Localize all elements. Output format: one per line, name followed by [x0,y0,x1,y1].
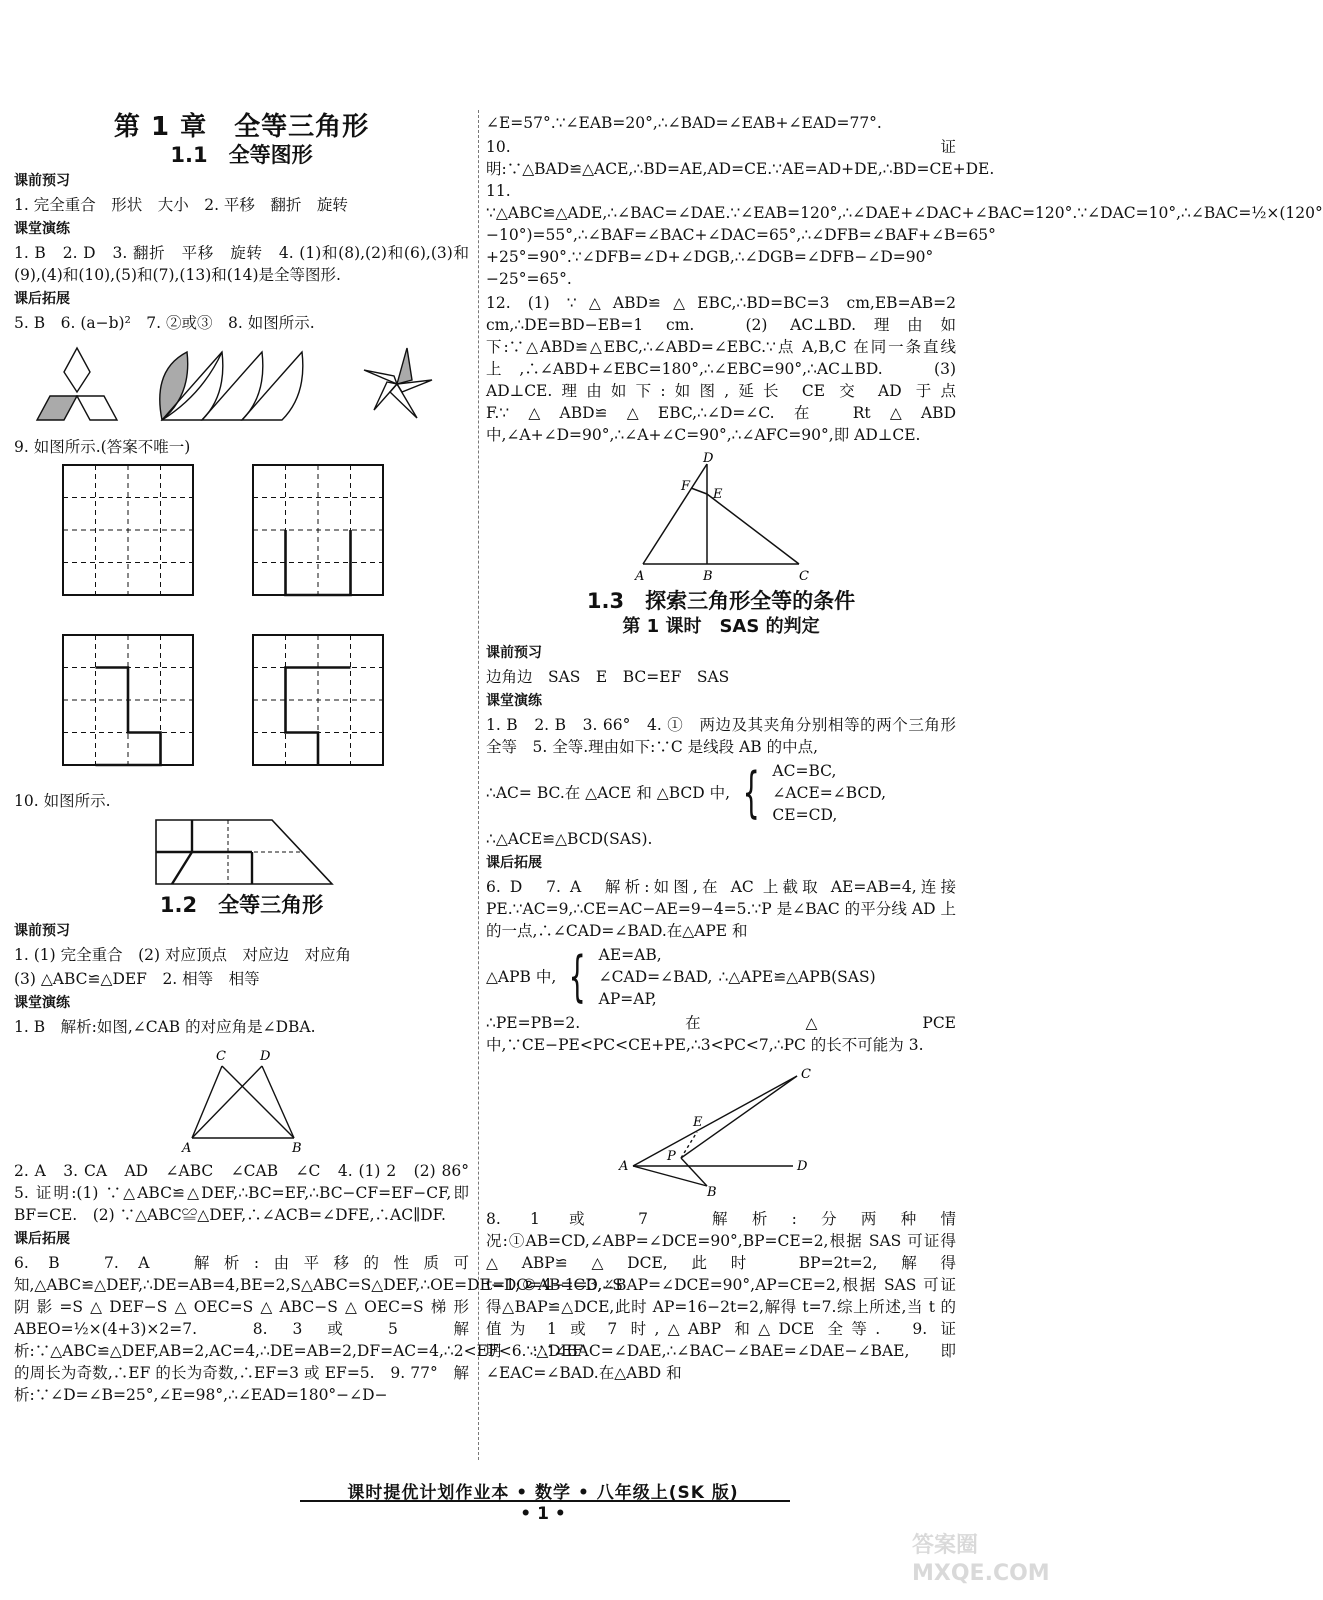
t2-label-e: E [713,487,723,502]
triangle-figure-abcd [172,1044,312,1154]
brace2-line-2: ∠CAD=∠BAD, [598,968,713,986]
brace1-after: ∴△ACE≌△BCD(SAS). [486,830,653,848]
s12-after-text: 6. B 7. A 解析:由平移的性质可知,△ABC≌△DEF,∴DE=AB=4,BE=2,S△ABC=S△DEF,∴OE=DE−DO=4−1=3,∴S阴影=S△DEF−S△OEC=S△ABC−S△OEC=S梯形ABEO=½×(4+3)×2=7. 8. 3 或 5 解析:∵△ABC≌△DEF,AB=2,AC=4,∴DE=AB=2,DF=AC=4,∴2<EF<6.∵△DEF 的周长为奇数,∴EF 的长为奇数,∴EF=3 或 EF=5. 9. 77° 解析:∵∠D=∠B=25°,∠E=98°,∴∠EAD=180°−∠D− [14,1254,623,1404]
brace2-suffix: ∴△APE≌△APB(SAS) [718,968,876,986]
grid-4 [253,635,383,765]
footer-rule [300,1500,790,1502]
right-p1: ∠E=57°.∵∠EAB=20°,∴∠BAD=∠EAB+∠EAD=77°. [486,114,882,132]
q9-grids [62,464,422,784]
s12-class-text-2: 2. A 3. CA AD ∠ABC ∠CAB ∠C 4. (1) 2 (2) 86° 5. 证明:(1) ∵△ABC≌△DEF,∴BC=EF,∴BC−CF=EF−CF,即 BF=CE. (2) ∵△ABC≌△DEF,∴∠ACB=∠DFE,∴AC∥DF. [14,1162,485,1224]
footer-page-number: • 1 • [520,1504,566,1524]
t3-label-e: E [693,1115,703,1130]
footer-title: 课时提优计划作业本 • 数学 • 八年级上(SK 版) [347,1483,739,1503]
s11-after-label: 课后拓展 [14,291,70,307]
t2-label-c: C [799,569,809,584]
q10-trapezoid [142,818,342,888]
s12-class-text-1: 1. B 解析:如图,∠CAB 的对应角是∠DBA. [14,1018,316,1036]
s13-q8-text: 8. 1 或 7 解析:分两种情况:①AB=CD,∠ABP=∠DCE=90°,BP=CE=2,根据 SAS 可证得△ABP≌△DCE,此时 BP=2t=2,解得 t=1;②AB=CD,∠BAP=∠DCE=90°,AP=CE=2,根据 SAS 可证得△BAP≌△DCE,此时 AP=16−2t=2,解得 t=7.综上所述,当 t 的值为 1 或 7 时,△ABP 和△DCE 全等. 9. 证明:∵∠BAC=∠DAE,∴∠BAC−∠BAE=∠DAE−∠BAE,即∠EAC=∠BAD.在△ABD 和 [486,1210,956,1382]
t2-label-d: D [703,451,714,466]
s11-pre-text: 1. 完全重合 形状 大小 2. 平移 翻折 旋转 [14,196,348,214]
q9-text: 9. 如图所示.(答案不唯一) [14,438,191,456]
brace1-line-1: AC=BC, [772,762,837,780]
right-p3: 12. (1) ∵△ABD≌△EBC,∴BD=BC=3 cm,EB=AB=2 cm,∴DE=BD−EB=1 cm. (2) AC⊥BD.理由如下:∵△ABD≌△EBC,∴∠ABD=∠EBC.∵点 A,B,C 在同一条直线上,∴∠ABD+∠EBC=180°,∴∠EBC=90°,∴AC⊥BD. (3) AD⊥CE.理由如下:如图,延长 CE 交 AD 于点 F.∵△ABD≌△EBC,∴∠D=∠C.在 Rt△ABD 中,∠A+∠D=90°,∴∠A+∠C=90°,∴∠AFC=90°,即 AD⊥CE. [486,294,956,444]
s13-after-text-2: ∴PE=PB=2.在△PCE 中,∵CE−PE<PC<CE+PE,∴3<PC<7,∴PC 的长不可能为 3. [486,1014,956,1054]
brace-block-2 [486,944,956,1010]
brace1-line-2: ∠ACE=∠BCD, [772,784,887,802]
t2-label-a: A [635,569,645,584]
q8-figures [22,340,462,430]
s13-pre-label: 课前预习 [486,645,542,661]
s13-after-label: 课后拓展 [486,855,542,871]
section-1-3-subtitle: 第 1 课时 SAS 的判定 [622,616,820,637]
brace-icon: { [742,761,760,824]
s13-class-label: 课堂演练 [486,693,542,709]
section-1-3-title: 1.3 探索三角形全等的条件 [586,589,856,613]
t1-label-b: B [291,1141,302,1156]
brace-block-1 [486,760,956,826]
t1-label-a: A [181,1141,191,1156]
chapter-title: 第 1 章 全等三角形 [113,112,370,142]
t3-label-c: C [801,1067,811,1082]
s12-pre-text-1: 1. (1) 完全重合 (2) 对应顶点 对应边 对应角 [14,946,351,964]
grid-2 [253,465,383,595]
brace1-line-3: CE=CD, [772,806,838,824]
t3-label-b: B [707,1185,717,1200]
s11-after-text: 5. B 6. (a−b)² 7. ②或③ 8. 如图所示. [14,314,315,332]
brace2-lines [599,944,713,1010]
s12-class-label: 课堂演练 [14,995,70,1011]
brace2-prefix: △APB 中, [486,968,557,986]
triangle-figure-abcdef [621,452,821,584]
watermark-line-2: MXQE.COM [912,1561,1050,1586]
t1-label-d: D [259,1049,270,1064]
right-column [486,112,1323,1386]
section-1-1-title: 1.1 全等图形 [170,143,313,167]
section-1-2-title: 1.2 全等三角形 [159,893,324,917]
triangle-figure-apbcde [611,1062,831,1202]
column-divider [478,110,479,1460]
s11-pre-label: 课前预习 [14,173,70,189]
s13-pre-text: 边角边 SAS E BC=EF SAS [486,668,730,686]
t2-label-f: F [681,479,691,494]
grid-1 [63,465,193,595]
brace1-lines [772,760,886,826]
t3-label-a: A [619,1159,629,1174]
s13-after-text: 6. D 7. A 解析:如图,在 AC 上截取 AE=AB=4,连接 PE.∵AC=9,∴CE=AC−AE=9−4=5.∵P 是∠BAC 的平分线 AD 上的一点,∴∠CAD=∠BAD.在△APE 和 [486,878,956,940]
s11-class-text: 1. B 2. D 3. 翻折 平移 旋转 4. (1)和(8),(2)和(6),(3)和(9),(4)和(10),(5)和(7),(13)和(14)是全等图形. [14,244,469,284]
s12-pre-text-2: (3) △ABC≌△DEF 2. 相等 相等 [14,970,260,988]
brace-icon: { [568,945,587,1008]
s12-pre-label: 课前预习 [14,923,70,939]
brace1-prefix: ∴AC= BC.在 △ACE 和 △BCD 中, [486,784,731,802]
watermark-logo [902,1520,1072,1590]
q10-text: 10. 如图所示. [14,792,111,810]
grid-3 [63,635,193,765]
t2-label-b: B [703,569,713,584]
t3-label-d: D [797,1159,808,1174]
brace2-line-3: AP=AP, [598,990,657,1008]
right-p2: 10. 证明:∵△BAD≌△ACE,∴BD=AE,AD=CE.∵AE=AD+DE,∴BD=CE+DE. 11. ∵△ABC≌△ADE,∴∠BAC=∠DAE.∵∠EAB=120°,∴∠DAE+∠DAC+∠BAC=120°.∵∠DAC=10°,∴∠BAC=½×(120°−10°)=55°,∴∠BAF=∠BAC+∠DAC=65°,∴∠DFB=∠BAF+∠B=65°+25°=90°.∵∠DFB=∠D+∠DGB,∴∠DGB=∠DFB−∠D=90°−25°=65°. [486,138,1323,288]
t1-label-c: C [215,1049,226,1064]
watermark-line-1: 答案圈 [912,1533,979,1558]
s13-class-text: 1. B 2. B 3. 66° 4. ① 两边及其夹角分别相等的两个三角形全等 5. 全等.理由如下:∵C 是线段 AB 的中点, [486,716,956,756]
t3-label-p: P [667,1149,676,1164]
brace2-line-1: AE=AB, [598,946,662,964]
s12-after-label: 课后拓展 [14,1231,70,1247]
s11-class-label: 课堂演练 [14,221,70,237]
